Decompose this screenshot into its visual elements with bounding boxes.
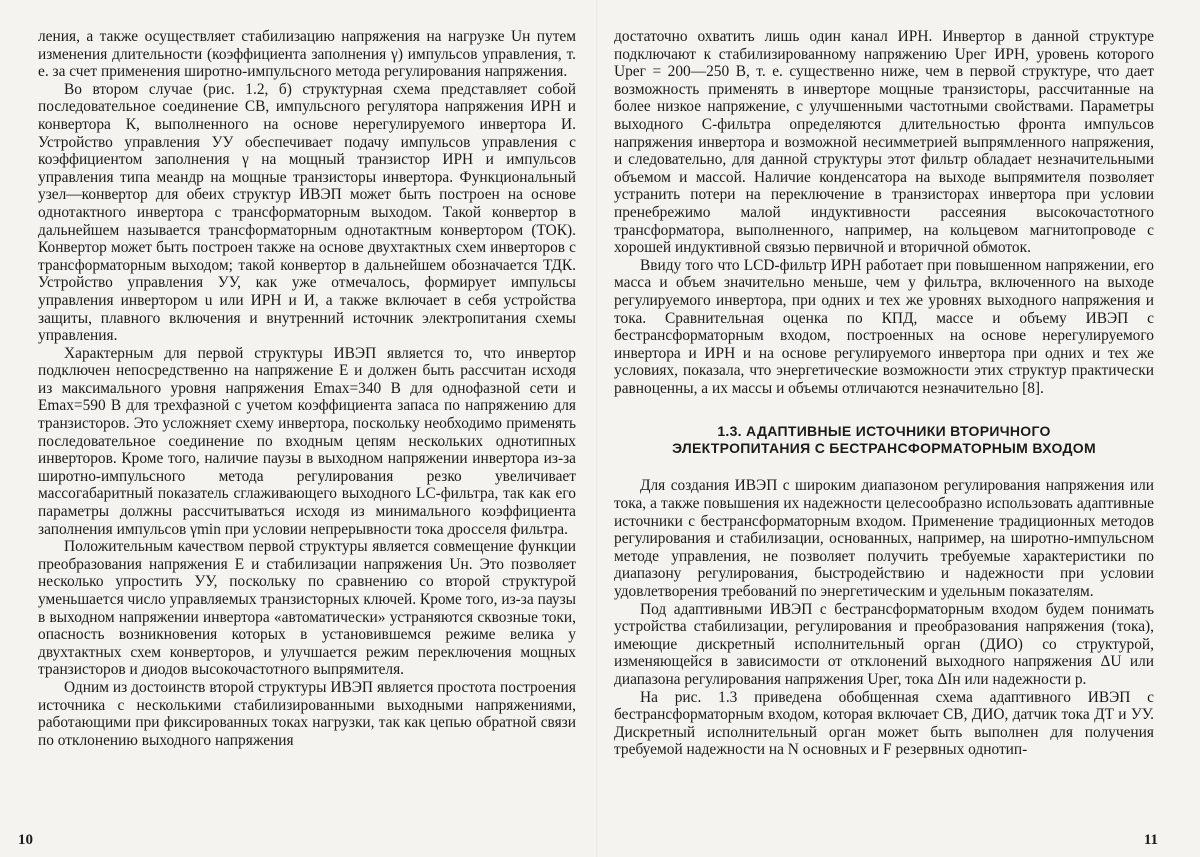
left-paragraph-5: Одним из достоинств второй структуры ИВЭП является простота построения источника с несколькими стабилизированными выходными напряжениями, работающими при фиксированных токах нагрузки, так как цепью обратной связи по отклонению выходного напряжения: [38, 678, 576, 749]
right-paragraph-5: На рис. 1.3 приведена обобщенная схема адаптивного ИВЭП с бестрансформаторным входом, которая включает СВ, ДИО, датчик тока ДТ и УУ. Дискретный исполнительный орган может быть выполнен для получения требуемой надежности на N основных и F резервных однотип-: [614, 688, 1154, 759]
page-number-left: 10: [18, 832, 33, 848]
section-heading-line-2: ЭЛЕКТРОПИТАНИЯ С БЕСТРАНСФОРМАТОРНЫМ ВХОДОМ: [672, 440, 1096, 457]
left-paragraph-3: Характерным для первой структуры ИВЭП является то, что инвертор подключен непосредственно на напряжение E и должен быть рассчитан исходя из максимального уровня напряжения Emax=340 В для однофазной сети и Emax=590 В для трехфазной с учетом коэффициента запаса по напряжению для транзисторов. Это усложняет схему инвертора, поскольку необходимо применять последовательное соединение по входным цепям нескольких однотипных инверторов. Кроме того, наличие паузы в выходном напряжении инвертора из-за широтно-импульсного метода регулирования резко увеличивает массогабаритный показатель сглаживающего выходного LC-фильтра, так как его параметры должны рассчитываться исходя из минимального коэффициента заполнения импульсов γmin при условии непрерывности тока дросселя фильтра.: [38, 344, 576, 538]
section-heading: [614, 423, 1154, 457]
right-paragraph-2: Ввиду того что LCD-фильтр ИРН работает при повышенном напряжении, его масса и объем значительно меньше, чем у фильтра, включенного на выходе регулируемого инвертора, при одних и тех же уровнях выходного напряжения и тока. Сравнительная оценка по КПД, массе и объему ИВЭП с бестрансформаторным входом, построенных на основе нерегулируемого инвертора и ИРН и на основе регулируемого инвертора при одних и тех же условиях, показала, что энергетические возможности этих структур практически равноценны, а их массы и объемы отличаются незначительно [8].: [614, 256, 1154, 397]
section-heading-line-1: 1.3. АДАПТИВНЫЕ ИСТОЧНИКИ ВТОРИЧНОГО: [717, 423, 1051, 440]
left-paragraph-4: Положительным качеством первой структуры является совмещение функции преобразования напряжения E и стабилизации напряжения Uн. Это позволяет несколько упростить УУ, поскольку по сравнению со второй структурой уменьшается число управляемых транзисторных ключей. Кроме того, из-за паузы в выходном напряжении инвертора «автоматически» устраняются сквозные токи, опасность возникновения которых в установившемся режиме велика у двухтактных схем конверторов, и улучшается режим переключения мощных транзисторов и диодов высокочастотного выпрямителя.: [38, 538, 576, 679]
book-gutter: [596, 0, 598, 857]
left-paragraph-2: Во втором случае (рис. 1.2, б) структурная схема представляет собой последовательное соединение СВ, импульсного регулятора напряжения ИРН и конвертора К, выполненного на основе нерегулируемого инвертора И. Устройство управления УУ обеспечивает подачу импульсов управления с коэффициентом заполнения γ на мощный транзистор ИРН и импульсов управления типа меандр на мощные транзисторы инвертора. Функциональный узел—конвертор для обеих структур ИВЭП может быть построен на основе однотактного инвертора с трансформаторным выходом. Такой конвертор в дальнейшем называется трансформаторным однотактным конвертором (ТОК). Конвертор может быть построен также на основе двухтактных схем инверторов с трансформаторным выходом; такой конвертор в дальнейшем обозначается ТДК. Устройство управления УУ, как уже отмечалось, формирует импульсы управления инвертором u или ИРН и И, а также включает в себя устройства защиты, плавного включения и внутренний источник электропитания схемы управления.: [38, 80, 576, 345]
right-paragraph-4: Под адаптивными ИВЭП с бестрансформаторным входом будем понимать устройства стабилизации, регулирования и преобразования напряжения (тока), имеющие дискретный исполнительный орган (ДИО) со структурой, изменяющейся в зависимости от отклонений выходного напряжения ΔU или диапазона регулирования напряжения Uрег, тока ΔIн или надежности p.: [614, 600, 1154, 688]
right-paragraph-3: Для создания ИВЭП с широким диапазоном регулирования напряжения или тока, а также повышения их надежности целесообразно использовать адаптивные источники с бестрансформаторным входом. Применение традиционных методов регулирования и стабилизации, основанных, например, на широтно-импульсном методе управления, не позволяет получить требуемые характеристики по диапазону регулирования, быстродействию и надежности при условии удовлетворения требований по энергетическим и удельным показателям.: [614, 477, 1154, 601]
right-paragraph-1: достаточно охватить лишь один канал ИРН. Инвертор в данной структуре подключают к стабилизированному напряжению Uрег ИРН, уровень которого Uрег = 200—250 В, т. е. существенно ниже, чем в первой структуре, что дает возможность применять в инверторе мощные транзисторы, рассчитанные на более низкое напряжение, с улучшенными частотными свойствами. Параметры выходного C-фильтра определяются длительностью фронта импульсов напряжения инвертора и возможной несимметрией выпрямленного напряжения, и следовательно, для данной структуры этот фильтр обладает незначительными объемом и массой. Наличие конденсатора на выходе выпрямителя позволяет устранить потери на переключение в транзисторах инвертора при условии пренебрежимо малой индуктивности рассеяния высокочастотного трансформатора, выполненного, например, на кольцевом магнитопроводе с хорошей индуктивной связью первичной и вторичной обмоток.: [614, 28, 1154, 257]
left-page: [38, 28, 576, 821]
page-number-right: 11: [1143, 832, 1158, 848]
right-page: [614, 28, 1154, 821]
left-paragraph-1: ления, а также осуществляет стабилизацию напряжения на нагрузке Uн путем изменения длительности (коэффициента заполнения γ) импульсов управления, т. е. за счет применения широтно-импульсного метода регулирования напряжения.: [38, 28, 576, 81]
